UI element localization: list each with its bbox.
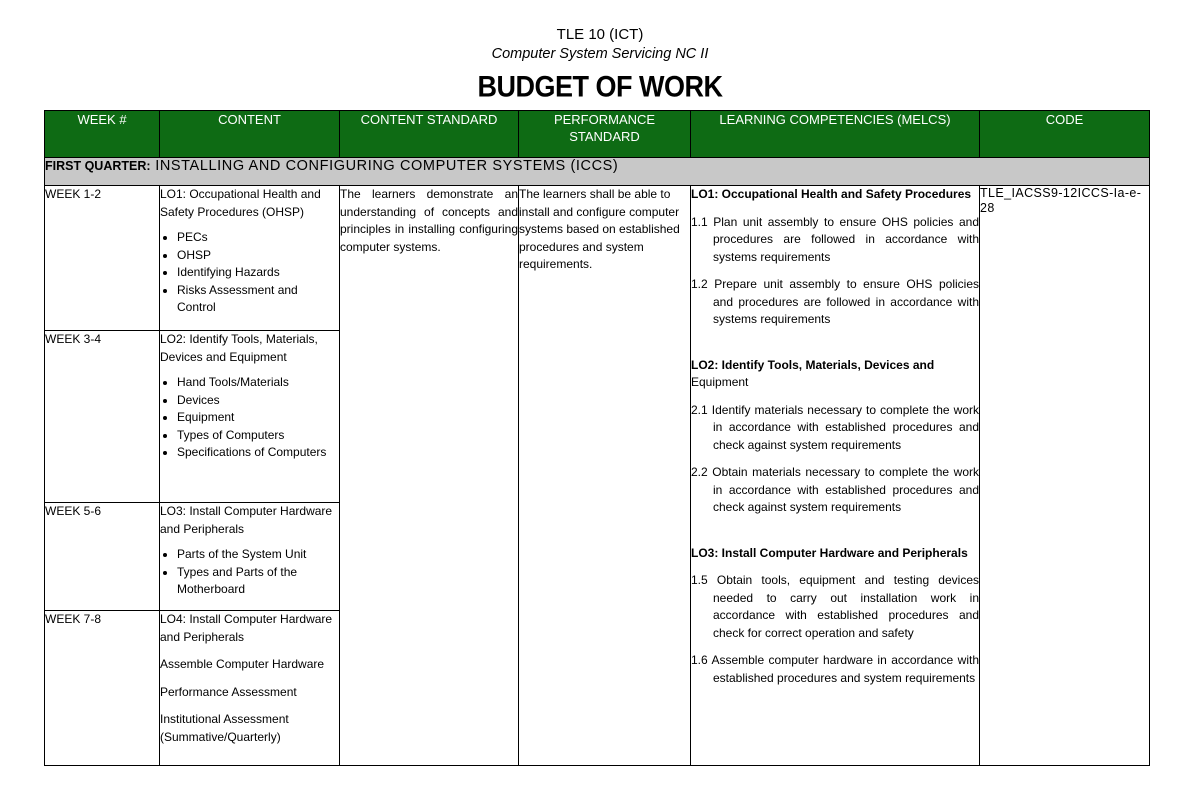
competency-item: 1.6 Assemble computer hardware in accordance with established procedures and system requirements — [691, 653, 979, 685]
list-item: • Risks Assessment and Control — [177, 282, 339, 317]
document-title: BUDGET OF WORK — [477, 70, 723, 104]
code-cell: TLE_IACSS9-12ICCS-Ia-e-28 — [980, 186, 1150, 766]
list-item: • Devices — [177, 392, 339, 410]
list-item: • Equipment — [177, 409, 339, 427]
budget-of-work-table — [44, 110, 1150, 766]
week-label: WEEK 3-4 — [45, 332, 102, 346]
lo2-heading-cont: Equipment — [691, 375, 749, 389]
competency-item: 1.2 Prepare unit assembly to ensure OHS policies and procedures are followed in accordance with systems requirements — [691, 277, 979, 326]
content-list — [160, 546, 339, 599]
week-cell — [45, 331, 160, 503]
content-line: Institutional Assessment (Summative/Quarterly) — [160, 712, 289, 744]
melcs-cell — [691, 186, 980, 766]
week-label: WEEK 5-6 — [45, 504, 102, 518]
list-item: • PECs — [177, 229, 339, 247]
content-list — [160, 374, 339, 462]
list-item: • Specifications of Computers — [177, 444, 339, 462]
content-title: LO4: Install Computer Hardware and Peripherals — [160, 612, 333, 644]
list-item: • Types and Parts of the Motherboard — [177, 564, 339, 599]
header-learning-competencies: LEARNING COMPETENCIES (MELCS) — [691, 111, 980, 158]
list-item: • Types of Computers — [177, 427, 339, 445]
content-line: Assemble Computer Hardware — [160, 657, 325, 671]
lo2-heading-text: LO2: Identify Tools, Materials, Devices and — [691, 357, 935, 372]
content-cell — [160, 611, 340, 766]
week-label: WEEK 1-2 — [45, 187, 102, 201]
list-item: • OHSP — [177, 247, 339, 265]
content-cell — [160, 186, 340, 331]
quarter-title: INSTALLING AND CONFIGURING COMPUTER SYSTEMS (ICCS) — [155, 158, 619, 174]
content-cell — [160, 331, 340, 503]
week-cell — [45, 611, 160, 766]
header-performance-standard: PERFORMANCE STANDARD — [519, 111, 691, 158]
week-cell — [45, 186, 160, 331]
competency-item: 1.5 Obtain tools, equipment and testing devices needed to carry out installation work in accordance with established procedures and check for correct operation and safety — [691, 573, 979, 640]
content-title: LO2: Identify Tools, Materials, Devices and Equipment — [160, 332, 318, 364]
header-row — [45, 111, 1150, 158]
content-standard-cell: The learners demonstrate an understanding of concepts and principles in installing configuring computer systems. — [340, 186, 519, 766]
lo3-heading: LO3: Install Computer Hardware and Peripherals — [691, 545, 968, 560]
course-title: Computer System Servicing NC II — [491, 46, 709, 62]
quarter-row — [45, 158, 1150, 186]
content-title: LO3: Install Computer Hardware and Peripherals — [160, 504, 333, 536]
week-cell — [45, 503, 160, 611]
content-list — [160, 229, 339, 317]
header-week: WEEK # — [45, 111, 160, 158]
list-item: • Parts of the System Unit — [177, 546, 339, 564]
subject-title: TLE 10 (ICT) — [556, 26, 644, 43]
lo1-heading: LO1: Occupational Health and Safety Procedures — [691, 187, 972, 201]
header-content-standard: CONTENT STANDARD — [340, 111, 519, 158]
content-title: LO1: Occupational Health and Safety Procedures (OHSP) — [160, 187, 321, 219]
week-label: WEEK 7-8 — [45, 612, 102, 626]
competency-item: 2.2 Obtain materials necessary to complete the work in accordance with established procedures and check against system requirements — [691, 465, 979, 514]
lo2-heading — [691, 357, 979, 392]
competency-item: 1.1 Plan unit assembly to ensure OHS policies and procedures are followed in accordance with systems requirements — [691, 214, 979, 264]
performance-standard-cell: The learners shall be able to install and configure computer systems based on established procedures and system requirements. — [519, 186, 691, 766]
content-line: Performance Assessment — [160, 684, 297, 699]
header-content: CONTENT — [160, 111, 340, 158]
table-row — [45, 186, 1150, 331]
list-item: • Hand Tools/Materials — [177, 374, 339, 392]
quarter-label — [45, 158, 1150, 186]
header-code: CODE — [980, 111, 1150, 158]
competency-item: 2.1 Identify materials necessary to complete the work in accordance with established procedures and check against system requirements — [691, 402, 979, 452]
quarter-name: FIRST QUARTER: — [45, 159, 151, 173]
list-item: • Identifying Hazards — [177, 264, 339, 282]
document-header — [0, 26, 1200, 103]
content-cell — [160, 503, 340, 611]
